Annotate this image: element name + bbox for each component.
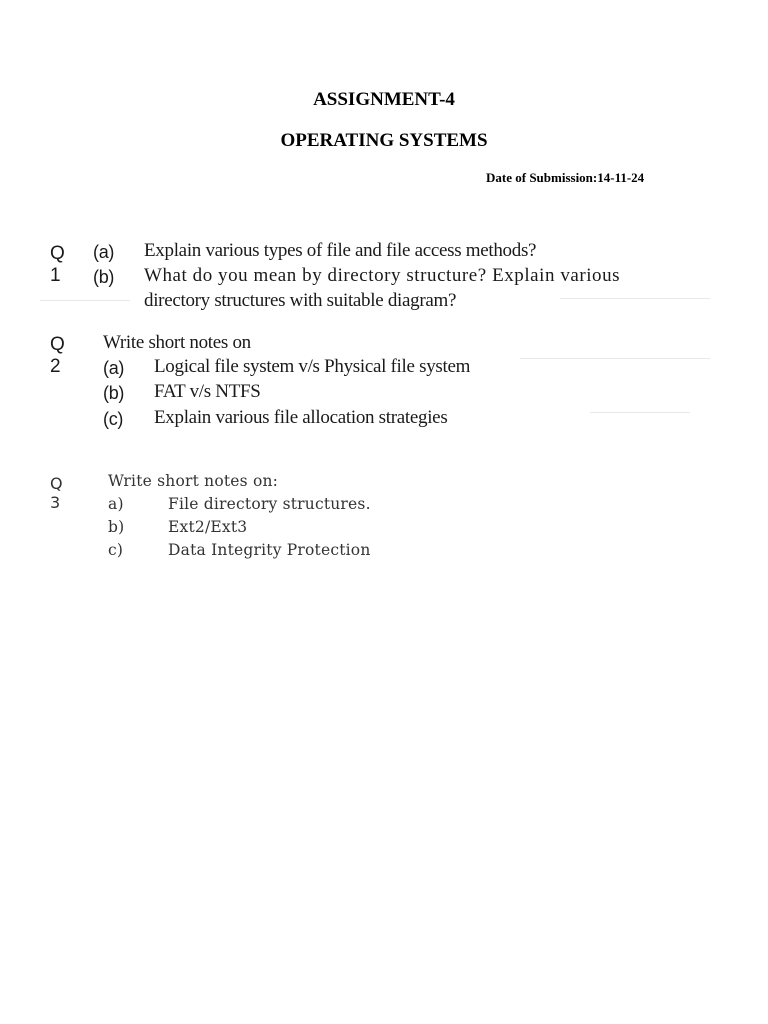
question-3a-text: File directory structures. [168, 495, 371, 513]
question-3-label: Q 3 [50, 474, 63, 512]
question-2b-marker: (b) [103, 383, 125, 403]
question-3b-marker: b) [108, 518, 125, 536]
scan-artifact [590, 412, 690, 413]
question-2-intro: Write short notes on [103, 332, 251, 353]
question-1a-marker: (a) [93, 242, 115, 262]
question-2b-text: FAT v/s NTFS [154, 381, 261, 402]
question-3-intro: Write short notes on: [108, 472, 279, 490]
question-2c-marker: (c) [103, 409, 124, 429]
scan-artifact [560, 298, 710, 299]
subject-title: OPERATING SYSTEMS [280, 130, 488, 151]
question-1b-text-line2: directory structures with suitable diagram? [144, 290, 457, 311]
scan-artifact [520, 358, 710, 359]
question-2c-text: Explain various file allocation strategies [154, 407, 448, 428]
question-1a-text: Explain various types of file and file access methods? [144, 240, 537, 261]
question-3c-text: Data Integrity Protection [168, 541, 371, 559]
question-1-label: Q 1 [50, 243, 65, 286]
question-2-label: Q 2 [50, 334, 65, 377]
question-3c-marker: c) [108, 541, 124, 559]
question-2a-text: Logical file system v/s Physical file system [154, 356, 471, 377]
question-1b-text-line1: What do you mean by directory structure? Explain various [144, 265, 621, 286]
assignment-title: ASSIGNMENT-4 [313, 89, 455, 110]
submission-date: Date of Submission:14-11-24 [486, 170, 645, 185]
question-3a-marker: a) [108, 495, 124, 513]
scan-artifact [40, 300, 130, 301]
question-2a-marker: (a) [103, 358, 125, 378]
question-3b-text: Ext2/Ext3 [168, 518, 248, 536]
question-1b-marker: (b) [93, 267, 115, 287]
